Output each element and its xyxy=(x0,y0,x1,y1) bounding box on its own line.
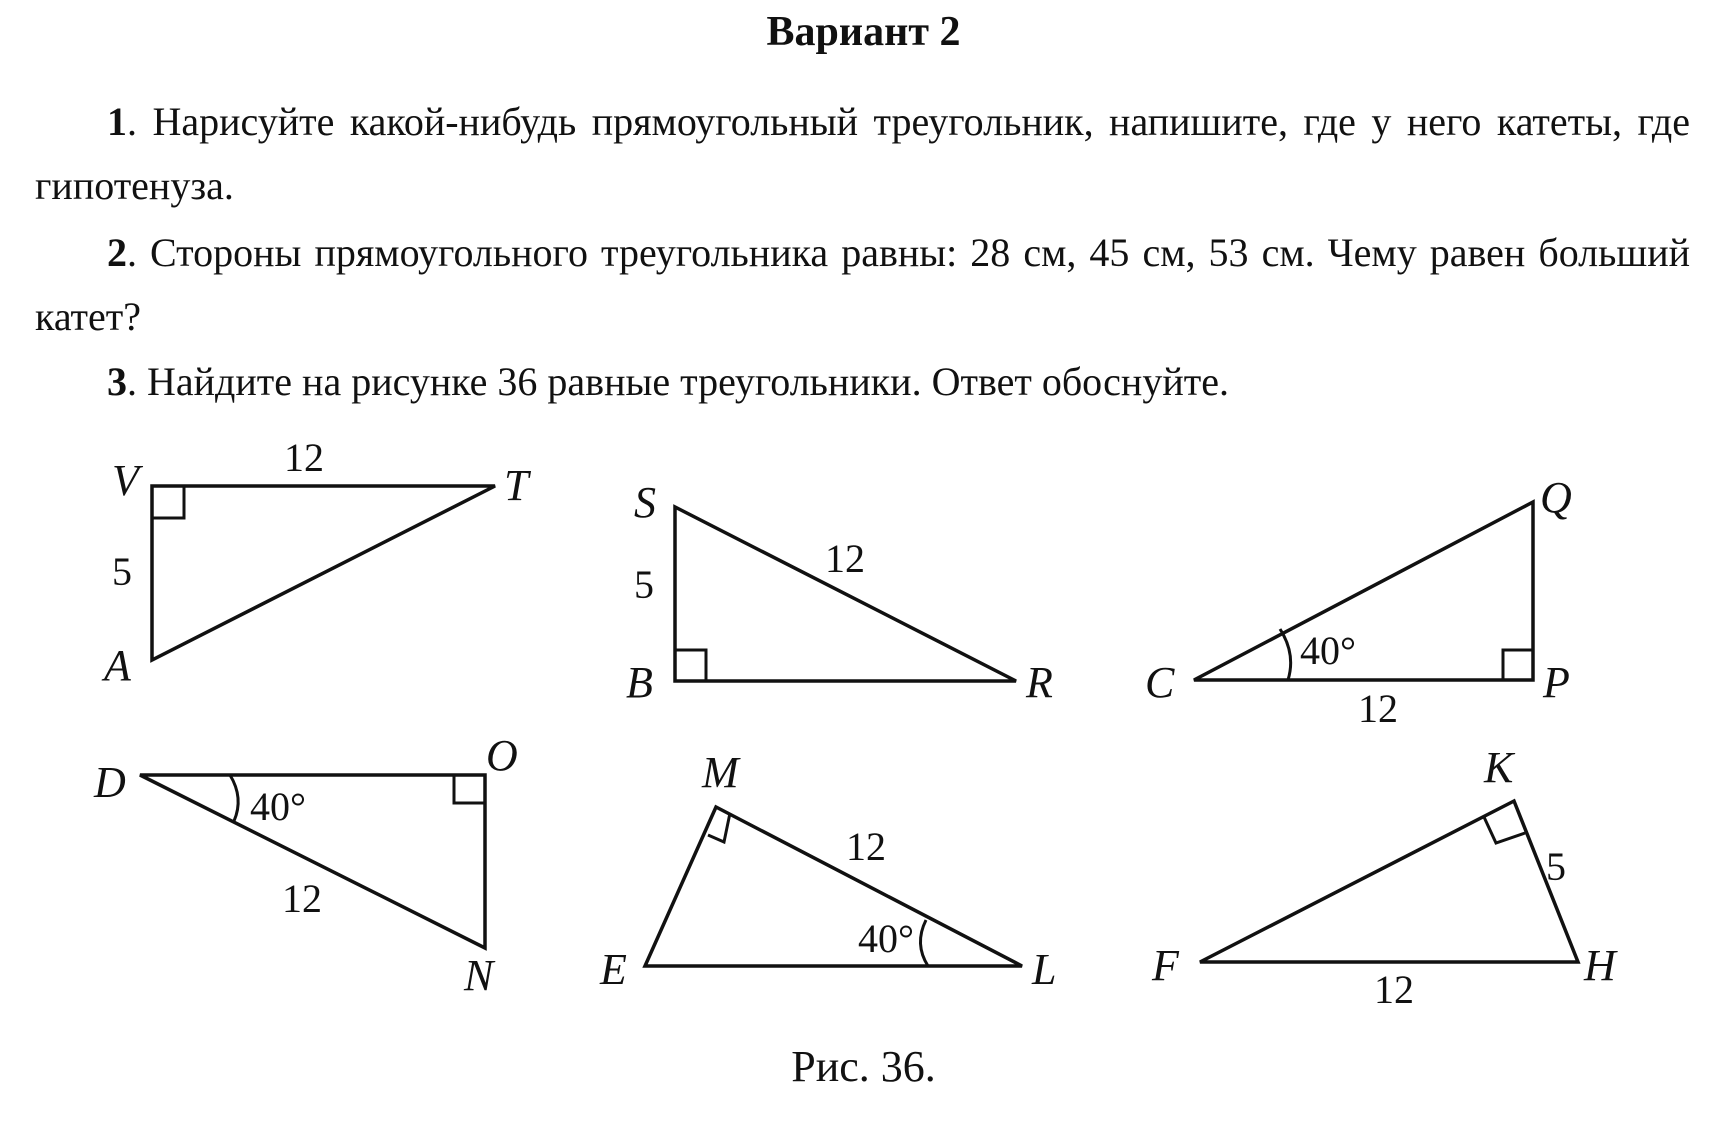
angle-arc-c xyxy=(1280,629,1291,680)
side-length-vt: 12 xyxy=(284,435,324,480)
triangle-mel xyxy=(645,807,1022,966)
right-angle-marker-o xyxy=(454,775,485,803)
task-1-number: 1 xyxy=(107,99,127,144)
triangle-vta-outline xyxy=(152,486,495,660)
triangle-mel-outline xyxy=(645,807,1022,966)
task-3-text: . Найдите на рисунке 36 равные треугольники. Ответ обоснуйте. xyxy=(127,359,1229,404)
task-2-text: . Стороны прямоугольного треугольника равны: 28 см, 45 см, 53 см. Чему равен больший катет? xyxy=(35,230,1690,339)
task-3-number: 3 xyxy=(107,359,127,404)
vertex-label-v: V xyxy=(112,456,139,505)
right-angle-marker-b xyxy=(675,650,706,681)
angle-label-d: 40° xyxy=(250,784,306,829)
side-length-sb: 5 xyxy=(634,562,654,607)
triangle-vta xyxy=(152,486,495,660)
vertex-label-f: F xyxy=(1152,941,1179,990)
figure-caption: Рис. 36. xyxy=(791,1042,936,1091)
vertex-label-b: B xyxy=(626,658,653,707)
angle-label-l: 40° xyxy=(858,916,914,961)
angle-arc-d xyxy=(230,775,238,821)
task-1-text: . Нарисуйте какой-нибудь прямоугольный треугольник, напишите, где у него катеты, где гипотенуза. xyxy=(35,99,1690,208)
vertex-label-h: H xyxy=(1584,941,1616,990)
vertex-label-m: M xyxy=(702,748,739,797)
triangle-sbr-outline xyxy=(675,507,1016,681)
vertex-label-p: P xyxy=(1543,658,1570,707)
side-length-fh: 12 xyxy=(1374,967,1414,1012)
angle-label-c: 40° xyxy=(1300,628,1356,673)
vertex-label-l: L xyxy=(1032,945,1057,994)
vertex-label-k: K xyxy=(1484,743,1514,792)
triangle-kfh-outline xyxy=(1200,801,1578,962)
angle-arc-l xyxy=(920,920,928,966)
side-length-cp: 12 xyxy=(1358,686,1398,731)
triangle-cpq xyxy=(1194,502,1533,680)
vertex-label-o: O xyxy=(486,731,518,780)
side-length-va: 5 xyxy=(112,549,132,594)
task-2-number: 2 xyxy=(107,230,127,275)
side-length-sr: 12 xyxy=(825,536,865,581)
vertex-label-r: R xyxy=(1026,658,1053,707)
triangle-cpq-outline xyxy=(1194,502,1533,680)
vertex-label-q: Q xyxy=(1540,473,1572,522)
vertex-label-e: E xyxy=(600,945,627,994)
triangle-sbr xyxy=(675,507,1016,681)
right-angle-marker-k xyxy=(1484,817,1525,843)
side-length-dn: 12 xyxy=(282,876,322,921)
triangle-don-outline xyxy=(140,775,485,948)
side-length-ml: 12 xyxy=(846,824,886,869)
variant-title: Вариант 2 xyxy=(766,9,961,55)
triangle-kfh xyxy=(1200,801,1578,962)
right-angle-marker-p xyxy=(1503,650,1533,680)
vertex-label-d: D xyxy=(94,758,126,807)
vertex-label-t: T xyxy=(504,461,529,510)
vertex-label-a: A xyxy=(104,641,131,690)
vertex-label-n: N xyxy=(464,951,494,1000)
side-length-kh: 5 xyxy=(1546,844,1566,889)
vertex-label-c: C xyxy=(1145,658,1175,707)
right-angle-marker-v xyxy=(152,486,184,518)
vertex-label-s: S xyxy=(634,478,656,527)
triangle-don xyxy=(140,775,485,948)
